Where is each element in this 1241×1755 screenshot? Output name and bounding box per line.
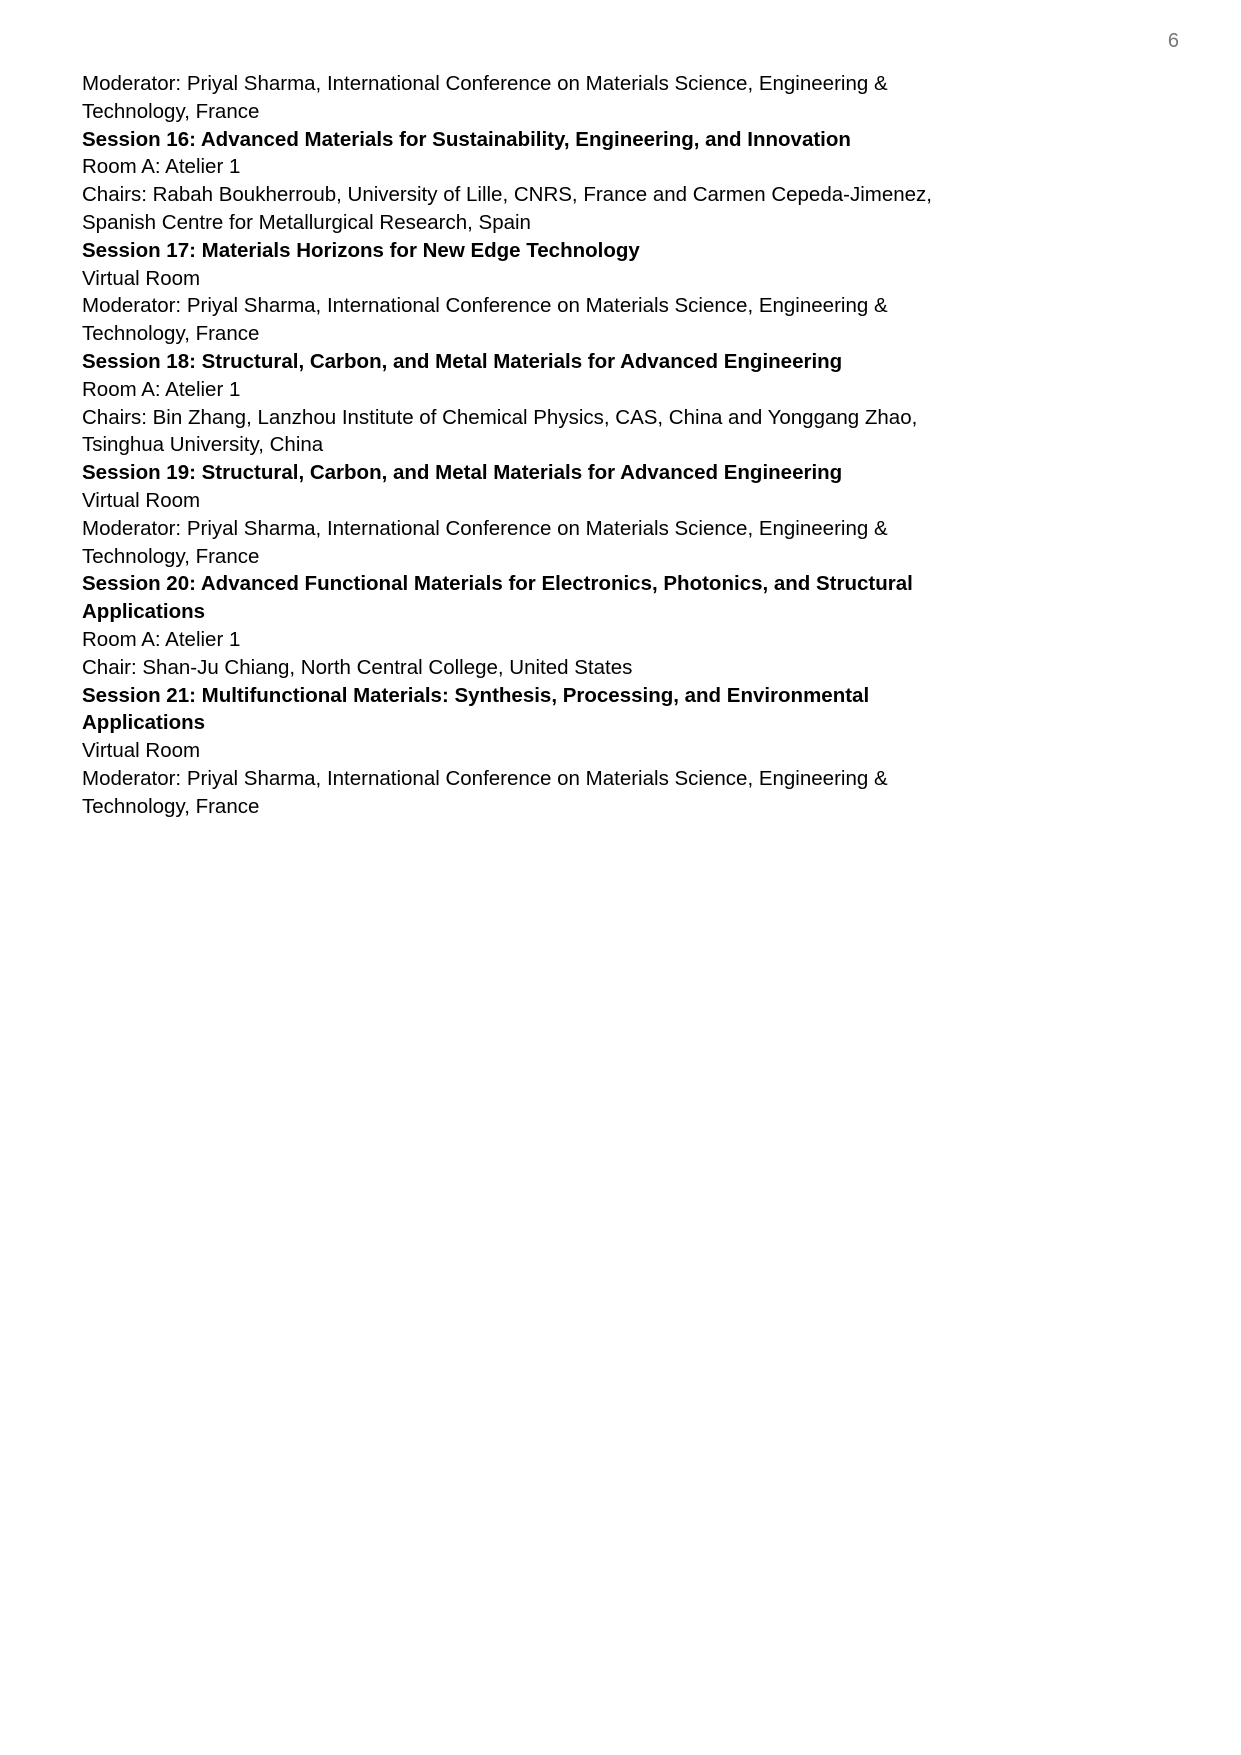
session-room: Virtual Room: [82, 266, 201, 290]
session-moderator: Technology, France: [82, 322, 260, 346]
session-room: Virtual Room: [82, 739, 201, 763]
session-title: Session 16: Advanced Materials for Sustainability, Engineering, and Innovation: [82, 127, 851, 151]
session-title: Session 18: Structural, Carbon, and Metal Materials for Advanced Engineering: [82, 349, 843, 373]
session-room: Room A: Atelier 1: [82, 377, 241, 401]
session-chairs: Chairs: Rabah Boukherroub, University of Lille, CNRS, France and Carmen Cepeda-Jimenez,: [82, 183, 932, 207]
session-title: Session 21: Multifunctional Materials: Synthesis, Processing, and Environmental: [82, 683, 870, 707]
session-19: [82, 459, 982, 570]
continued-moderator-block: [82, 70, 982, 126]
session-18: [82, 348, 982, 459]
moderator-line: Moderator: Priyal Sharma, International Conference on Materials Science, Engineering &: [82, 72, 888, 95]
document-body: [82, 70, 982, 821]
session-room: Room A: Atelier 1: [82, 155, 241, 179]
page-number: 6: [1167, 30, 1179, 52]
session-chairs: Tsinghua University, China: [82, 433, 324, 457]
session-moderator: Moderator: Priyal Sharma, International Conference on Materials Science, Engineering &: [82, 294, 888, 318]
session-17: [82, 237, 982, 348]
session-chairs: Chairs: Bin Zhang, Lanzhou Institute of Chemical Physics, CAS, China and Yonggang Zhao,: [82, 405, 918, 429]
session-21: [82, 682, 982, 821]
session-moderator: Technology, France: [82, 794, 260, 818]
session-chair: Chair: Shan-Ju Chiang, North Central College, United States: [82, 655, 633, 679]
session-chairs: Spanish Centre for Metallurgical Research, Spain: [82, 210, 531, 234]
session-20: [82, 570, 982, 681]
session-title: Applications: [82, 600, 206, 624]
session-title: Session 20: Advanced Functional Materials for Electronics, Photonics, and Structural: [82, 572, 913, 596]
session-title: Applications: [82, 711, 206, 735]
session-room: Room A: Atelier 1: [82, 627, 241, 651]
session-room: Virtual Room: [82, 488, 201, 512]
session-moderator: Technology, France: [82, 544, 260, 568]
session-moderator: Moderator: Priyal Sharma, International Conference on Materials Science, Engineering &: [82, 766, 888, 790]
session-title: Session 19: Structural, Carbon, and Metal Materials for Advanced Engineering: [82, 461, 843, 485]
session-16: [82, 126, 982, 237]
session-moderator: Moderator: Priyal Sharma, International Conference on Materials Science, Engineering &: [82, 516, 888, 540]
moderator-line: Technology, France: [82, 99, 260, 123]
session-title: Session 17: Materials Horizons for New Edge Technology: [82, 238, 640, 262]
